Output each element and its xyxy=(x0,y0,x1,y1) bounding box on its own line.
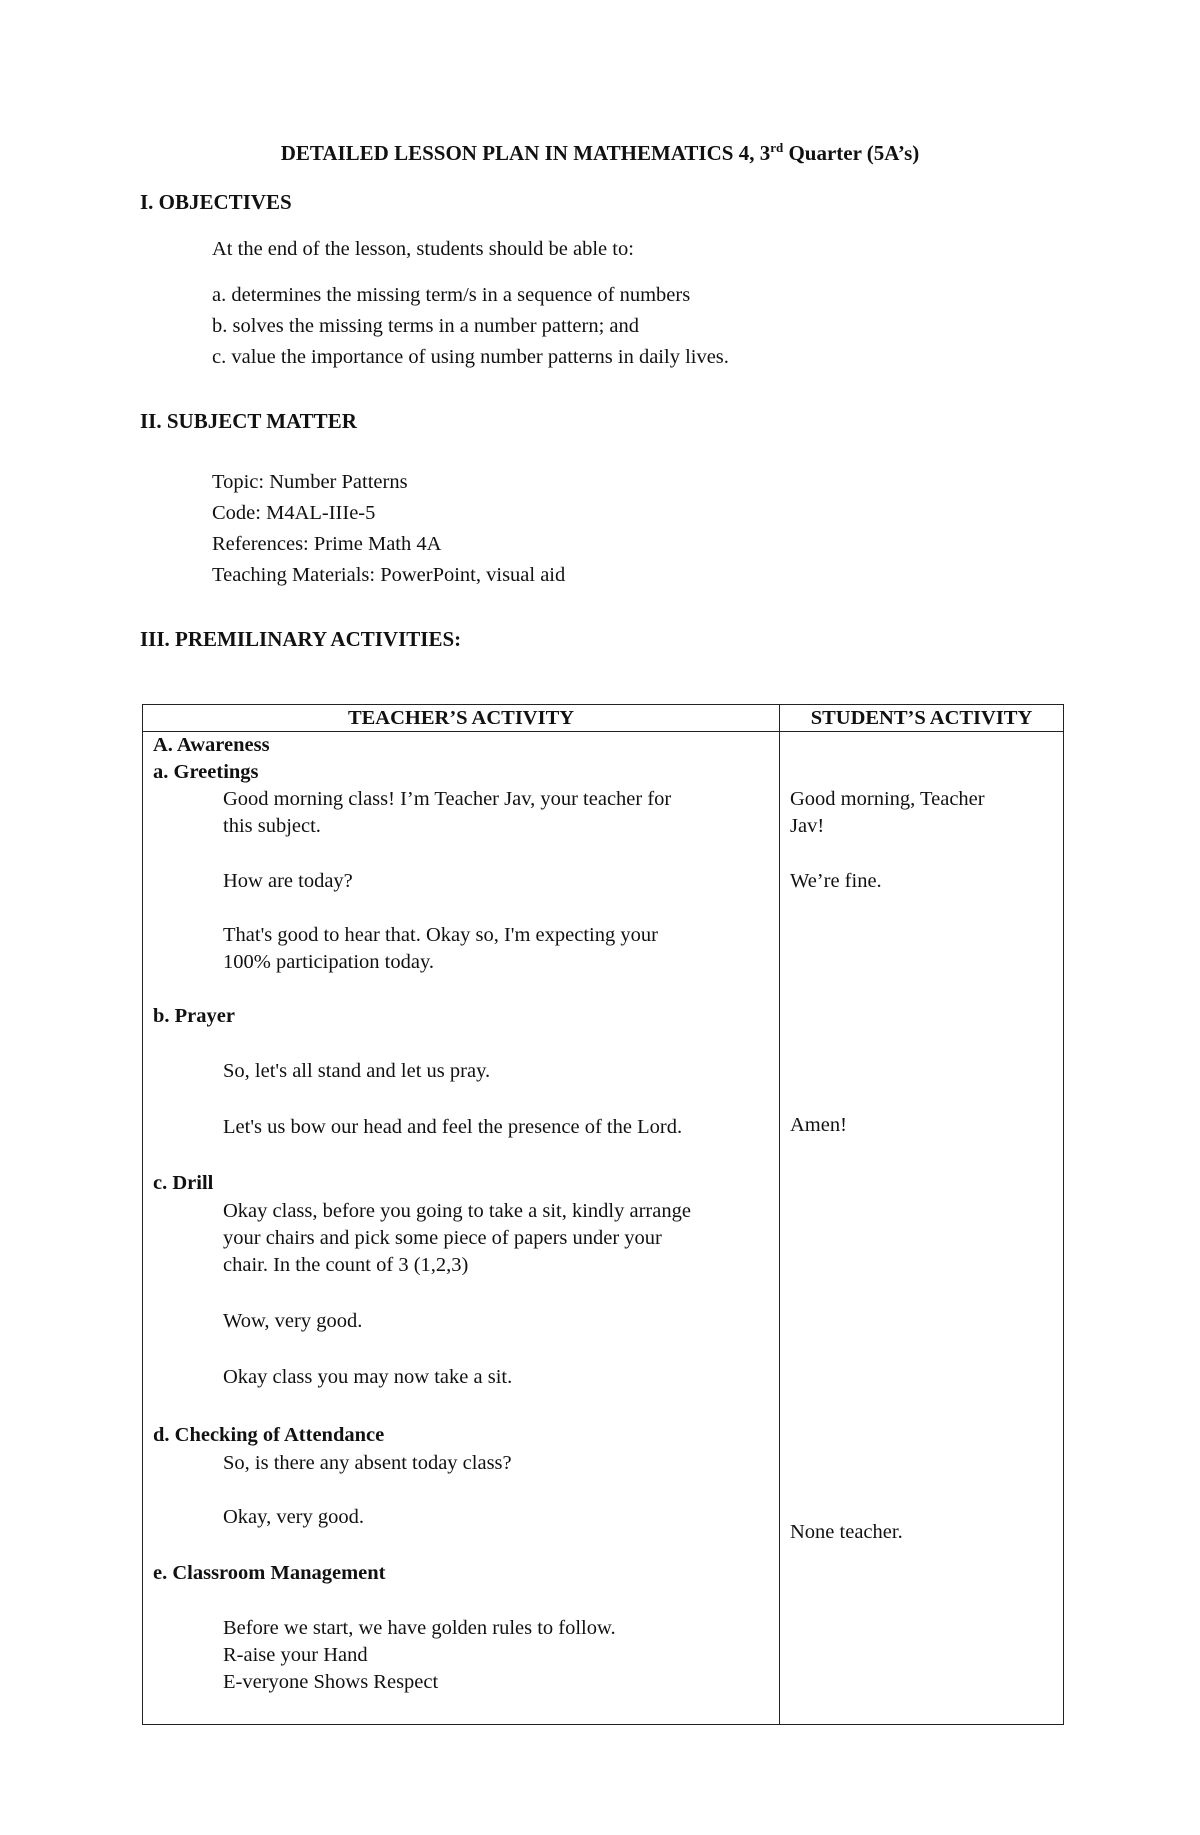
teacher-line: So, is there any absent today class? xyxy=(223,1452,512,1474)
teacher-line: chair. In the count of 3 (1,2,3) xyxy=(223,1254,469,1276)
student-activity-cell xyxy=(780,732,1064,1725)
teacher-line: How are today? xyxy=(223,870,353,892)
awareness-label: A. Awareness xyxy=(153,734,270,756)
teacher-line: E-veryone Shows Respect xyxy=(223,1671,439,1693)
table-header-row xyxy=(143,705,1064,732)
teacher-activity-header: TEACHER’S ACTIVITY xyxy=(143,705,780,732)
student-line: None teacher. xyxy=(790,1521,903,1543)
objectives-heading: I. OBJECTIVES xyxy=(140,190,292,214)
teacher-line: Okay, very good. xyxy=(223,1506,364,1528)
subject-line-code: Code: M4AL-IIIe-5 xyxy=(212,502,376,524)
student-line: Amen! xyxy=(790,1114,847,1136)
classroom-management-label: e. Classroom Management xyxy=(153,1562,386,1584)
teacher-line: That's good to hear that. Okay so, I'm expecting your xyxy=(223,924,658,946)
subject-matter-heading: II. SUBJECT MATTER xyxy=(140,409,357,433)
teacher-line: your chairs and pick some piece of papers under your xyxy=(223,1227,662,1249)
teacher-line: Okay class you may now take a sit. xyxy=(223,1366,513,1388)
teacher-line: this subject. xyxy=(223,815,321,837)
teacher-line: So, let's all stand and let us pray. xyxy=(223,1060,491,1082)
subject-line-topic: Topic: Number Patterns xyxy=(212,471,408,493)
subject-line-references: References: Prime Math 4A xyxy=(212,533,442,555)
activities-table xyxy=(142,704,1064,1725)
subject-line-materials: Teaching Materials: PowerPoint, visual aid xyxy=(212,564,566,586)
objective-item: c. value the importance of using number patterns in daily lives. xyxy=(212,346,729,368)
objective-item: a. determines the missing term/s in a sequence of numbers xyxy=(212,284,691,306)
preliminary-heading: III. PREMILINARY ACTIVITIES: xyxy=(140,627,462,651)
teacher-activity-cell xyxy=(143,732,780,1725)
teacher-line: Let's us bow our head and feel the presence of the Lord. xyxy=(223,1116,683,1138)
student-line: We’re fine. xyxy=(790,870,882,892)
prayer-label: b. Prayer xyxy=(153,1005,235,1027)
teacher-line: Okay class, before you going to take a sit, kindly arrange xyxy=(223,1200,691,1222)
teacher-line: R-aise your Hand xyxy=(223,1644,368,1666)
teacher-line: Before we start, we have golden rules to follow. xyxy=(223,1617,616,1639)
drill-label: c. Drill xyxy=(153,1172,214,1194)
table-row xyxy=(143,732,1064,1725)
student-line: Jav! xyxy=(790,815,825,837)
document-title: DETAILED LESSON PLAN IN MATHEMATICS 4, 3rd Quarter (5A’s) xyxy=(280,140,920,165)
greetings-label: a. Greetings xyxy=(153,761,259,783)
student-line: Good morning, Teacher xyxy=(790,788,985,810)
teacher-line: 100% participation today. xyxy=(223,951,435,973)
objective-item: b. solves the missing terms in a number pattern; and xyxy=(212,315,640,337)
objectives-intro: At the end of the lesson, students should be able to: xyxy=(212,238,634,260)
attendance-label: d. Checking of Attendance xyxy=(153,1424,385,1446)
teacher-line: Wow, very good. xyxy=(223,1310,363,1332)
teacher-line: Good morning class! I’m Teacher Jav, your teacher for xyxy=(223,788,672,810)
student-activity-header: STUDENT’S ACTIVITY xyxy=(780,705,1064,732)
